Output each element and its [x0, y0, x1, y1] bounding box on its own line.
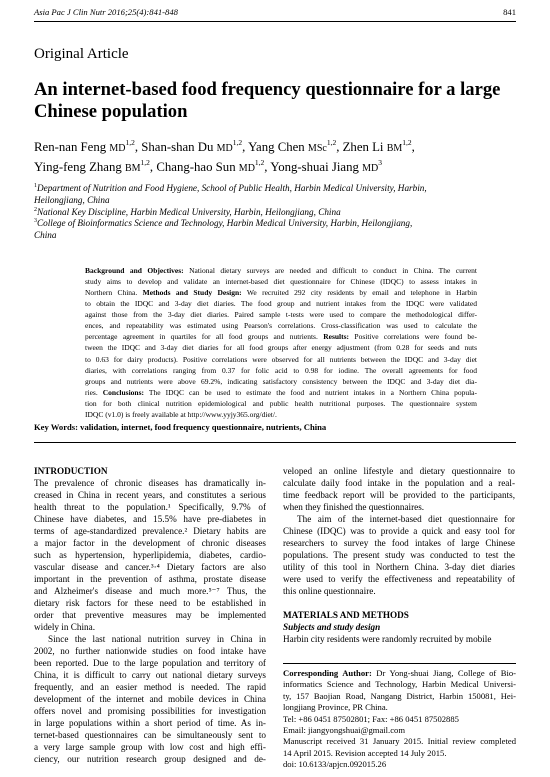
- body-text-line: widely in China.: [34, 622, 95, 632]
- author-affiliation-mark: 1,2: [140, 158, 150, 167]
- body-text-line: creased in China in recent years, and constitutes a serious: [34, 490, 266, 500]
- body-text-line: researchers to survey the food intakes of large Chinese: [283, 538, 515, 548]
- abstract-line: ries. Conclusions: The IDQC can be used to estimate the food and nutrient intakes in a Northern China popula-: [85, 387, 477, 397]
- body-text-line: time feedback report will be provided to the participants,: [283, 490, 515, 500]
- body-text-line: Chinese (IDQC) was to provide a quick and easy tool for: [283, 526, 515, 536]
- body-text-line: this online questionnaire.: [283, 586, 376, 596]
- affiliation: $^1$Department of Nutrition and Food Hygiene, School of Public Health, Harbin Medical University, Harbin,: [34, 183, 427, 193]
- abstract-line: against those from the 3-day diet diaries. Paired sample t-tests were used to compare the methodological differ-: [85, 310, 477, 320]
- correspondence-line: informatics Science and Technology, Harbin Medical Universi-: [283, 679, 516, 690]
- abstract-line: percentage agreement in quartiles for all food groups and nutrients. Results: Positive correlations were found be-: [85, 332, 477, 342]
- keywords: Key Words: validation, internet, food frequency questionnaire, nutrients, China: [34, 422, 327, 432]
- body-text-line: [283, 597, 515, 609]
- author-affiliation-mark: 1,2: [125, 138, 135, 147]
- abstract-line: groups and nutrients were above 69.2%, indicating satisfactory consistency between the IDQC and 3-day diet dia-: [85, 376, 477, 386]
- author-list: Ren-nan Feng MD$^{1,2}$, Shan-shan Du MD$^{1,2}$, Yang Chen MSc$^{1,2}$, Zhen Li BM$^{1,2}$, Ying-feng Zhang BM$^{1,2}$, Chang-hao Sun MD$^{1,2}$, Yong-shuai Jiang $MD^3$: [34, 138, 415, 174]
- subsection-heading: Subjects and study design: [283, 622, 381, 632]
- body-text-line: 2002, no further nationwide studies on food intake have: [34, 646, 266, 656]
- body-text-line: such as hypertension, hyperlipidemia, diabetes, cardio-: [34, 550, 266, 560]
- correspondence-note: [283, 668, 516, 771]
- correspondence-line: ty, 157 Baojian Road, Nangang District, Harbin 150081, Hei-: [283, 690, 516, 701]
- abstract-line: tween the IDQC and 3-day diet diaries for all food groups after energy adjustment (from 0.28 for seeds and nuts: [85, 343, 477, 353]
- abstract-line: diaries, with correlations ranging from 0.37 for folic acid to 0.98 for iodine. The overall agreements for food: [85, 365, 477, 375]
- author-degree: MD: [362, 163, 379, 174]
- author-degree: MD: [238, 163, 255, 174]
- body-text-line: when they finished the questionnaires.: [283, 502, 425, 512]
- body-text-line: been reported. Due to the large population and territory of: [34, 658, 266, 668]
- journal-citation: Asia Pac J Clin Nutr 2016;25(4):841-848: [34, 7, 178, 17]
- author-degree: BM: [386, 143, 403, 154]
- body-text-line: and Alzheimer's disease and much more.⁵⁻⁷ Thus, the: [34, 586, 266, 596]
- correspondence-divider: [283, 663, 516, 664]
- author-name: Ying-feng Zhang BM$^{1,2}$: [34, 158, 150, 174]
- body-text-line: in large populations within a short period of time. As in-: [34, 718, 266, 728]
- correspondence-line: longjiang Province, PR China.: [283, 702, 388, 713]
- header-divider: [34, 21, 516, 22]
- author-affiliation-mark: 3: [378, 158, 382, 167]
- abstract-line: Background and Objectives: National dietary surveys are needed and difficult to conduct in China. The current: [85, 266, 477, 275]
- author-affiliation-mark: 1,2: [402, 138, 412, 147]
- body-text-line: calculate daily food intake in the population and a real-: [283, 478, 515, 488]
- affiliation-continued: China: [34, 230, 57, 241]
- abstract-line: Northern China. Methods and Study Design: We recruited 292 city residents by email and telephone in Harbin: [85, 288, 477, 298]
- section-heading: MATERIALS AND METHODS: [283, 610, 409, 620]
- body-text-line: populations. The present study was conducted to test the: [283, 550, 515, 560]
- body-text-line: frequently, and an easier method is needed. The rapid: [34, 682, 266, 692]
- body-text-line: were used to verify the effectiveness and repeatability of: [283, 574, 515, 584]
- body-text-line: offers novel and promising possibilities for investigation: [34, 706, 266, 716]
- correspondence-line: Corresponding Author: Dr Yong-shuai Jiang, College of Bio-: [283, 668, 516, 678]
- body-column-left: [34, 465, 266, 765]
- body-text-line: a major factor in the development of chronic diseases: [34, 538, 266, 548]
- abstract-section-label: Results:: [323, 332, 350, 342]
- abstract-section-label: Methods and Study Design:: [142, 288, 242, 298]
- abstract-line: study aims to develop and validate an internet-based diet questionnaire for Chinese (IDQC) to assess intakes in: [85, 277, 477, 287]
- body-text-line: Since the last national nutrition survey in China in: [48, 634, 266, 644]
- author-name: Chang-hao Sun MD$^{1,2}$: [156, 158, 265, 174]
- correspondence-label: Corresponding Author:: [283, 668, 372, 678]
- affiliation-mark: 1: [34, 183, 37, 189]
- affiliation-mark: 3: [34, 218, 37, 225]
- body-text-line: veloped an online lifestyle and dietary questionnaire to: [283, 466, 515, 476]
- body-text-line: order that preventive measures may be implemented: [34, 610, 266, 620]
- body-text-line: important in the prevention of asthma, prostate disease: [34, 574, 266, 584]
- author-degree: MD: [109, 143, 126, 154]
- body-text-line: dietary risk factors for these need to be established in: [34, 598, 266, 608]
- body-column-right: [283, 465, 515, 645]
- article-type: Original Article: [34, 46, 129, 62]
- body-text-line: The prevalence of chronic diseases has dramatically in-: [34, 478, 266, 488]
- author-affiliation-mark: 1,2: [232, 138, 243, 147]
- body-text-line: development of the internet and mobile devices in China: [34, 694, 266, 704]
- body-text-line: terms of age-standardized prevalence.² Dietary habits are: [34, 526, 266, 536]
- author-name: Yang Chen MSc$^{1,2}$: [248, 138, 337, 154]
- keywords-divider: [34, 442, 516, 443]
- author-name: Zhen Li BM$^{1,2}$: [342, 138, 412, 154]
- author-degree: MD: [216, 143, 233, 154]
- body-text-line: ciency, our nutrition research group designed and de-: [34, 754, 266, 764]
- affiliation-list: [34, 183, 514, 242]
- author-affiliation-mark: 1,2: [326, 138, 337, 147]
- abstract-line: tion for both clinical nutrition epidemiological and public health nutritional purposes. The questionnaire system: [85, 398, 477, 408]
- abstract-line: to obtain the IDQC and 3-day diet diaries. The food group and nutrient intakes from the IDQC were validated: [85, 299, 477, 309]
- body-text-line: Chinese have diabetes, and 15.5% have pre-diabetes in: [34, 514, 266, 524]
- page-number: 841: [503, 7, 516, 17]
- body-text-line: health threat to the population.¹ Specifically, 9.7% of: [34, 502, 266, 512]
- author-degree: BM: [124, 163, 141, 174]
- body-text-line: The aim of the internet-based diet questionnaire for: [297, 514, 515, 524]
- correspondence-line: 14 April 2015. Revision accepted 14 July 2015.: [283, 747, 447, 758]
- affiliation-continued: Heilongjiang, China: [34, 194, 110, 205]
- author-degree: MSc: [307, 143, 327, 154]
- author-name: Ren-nan Feng MD$^{1,2}$: [34, 138, 135, 154]
- author-name: Shan-shan Du MD$^{1,2}$: [141, 138, 243, 154]
- abstract-line: IDQC (v1.0) is freely available at http://www.yyjy365.org/diet/.: [85, 409, 277, 419]
- author-name: Yong-shuai Jiang $MD^3$: [270, 158, 382, 174]
- article-title: An internet-based food frequency questionnaire for a large Chinese population: [34, 79, 501, 122]
- affiliation: $^2$National Key Discipline, Harbin Medical University, Harbin, Heilongjiang, China: [34, 206, 341, 217]
- correspondence-line: Tel: +86 0451 87502801; Fax: +86 0451 87502885: [283, 713, 459, 724]
- abstract-section-label: Conclusions:: [102, 387, 145, 397]
- abstract-line: ences, and repeatability was estimated using Pearson's correlations. Cross-classification was used to calculate the: [85, 321, 477, 331]
- body-text-line: China, it is difficult to carry out national dietary surveys: [34, 670, 266, 680]
- body-text-line: vascular disease and cancer.³·⁴ Dietary factors are also: [34, 562, 266, 572]
- author-affiliation-mark: 1,2: [254, 158, 265, 167]
- correspondence-line: doi: 10.6133/apjcn.092015.26: [283, 759, 387, 770]
- correspondence-line: Manuscript received 31 January 2015. Initial review completed: [283, 736, 516, 747]
- affiliation: $^3$College of Bioinformatics Science and Technology, Harbin Medical University, Harbin, Heilongjiang,: [34, 218, 413, 229]
- abstract: [85, 265, 477, 420]
- body-text-line: ternet-based questionnaires can be simultaneously sent to: [34, 730, 266, 740]
- abstract-section-label: Background and Objectives:: [85, 266, 184, 275]
- body-text-line: utility of this tool in Northern China. 3-day diet diaries: [283, 562, 515, 572]
- abstract-line: to 0.63 for dairy products). Positive correlations were observed for all nutrients between the IDQC and 3-day diet: [85, 354, 477, 364]
- affiliation-mark: 2: [34, 206, 37, 213]
- body-text-line: Harbin city residents were randomly recruited by mobile: [283, 634, 492, 644]
- body-text-line: a very large sample group with low cost and high effi-: [34, 742, 266, 752]
- correspondence-line: Email: jiangyongshuai@gmail.com: [283, 724, 405, 735]
- section-heading: INTRODUCTION: [34, 466, 108, 476]
